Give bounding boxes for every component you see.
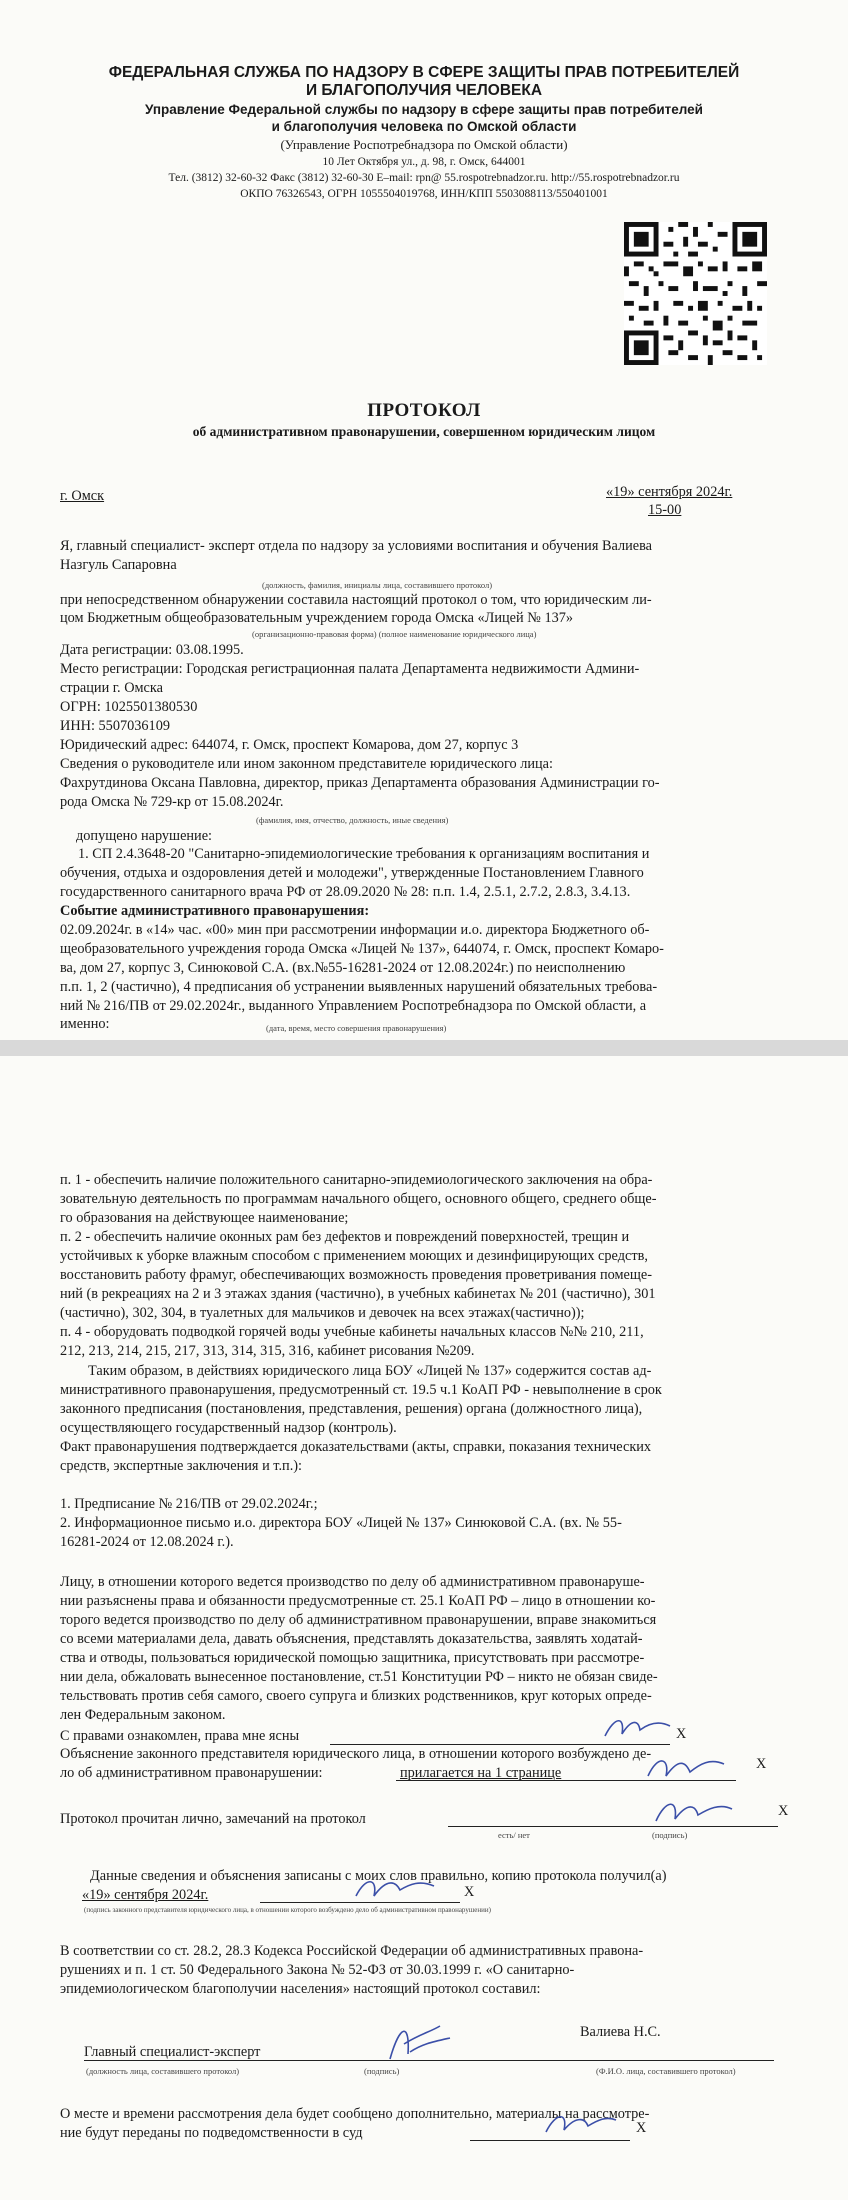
caption: (должность лица, составившего протокол) — [86, 2066, 240, 2076]
text-line: цом Бюджетным общеобразовательным учреждением города Омска «Лицей № 137» — [60, 610, 574, 626]
text-line: Лицу, в отношении которого ведется производство по делу об административном правонаруше- — [60, 1574, 645, 1590]
evidence-item: 16281-2024 от 12.08.2024 г.). — [60, 1534, 234, 1550]
caption: (подпись законного представителя юридического лица, в отношении которого возбуждено дело об административном правонарушении) — [84, 1906, 491, 1914]
text-line: обучения, отдыха и оздоровления детей и молодежи", утвержденные Постановлением Главного — [60, 865, 644, 881]
text-line: министративного правонарушения, предусмотренный ст. 19.5 ч.1 КоАП РФ - невыполнение в срок — [60, 1382, 662, 1398]
text-line: ло об административном правонарушении: — [60, 1765, 323, 1781]
protocol-time: 15-00 — [648, 502, 682, 518]
agency-name-line2: И БЛАГОПОЛУЧИЯ ЧЕЛОВЕКА — [305, 82, 543, 99]
sign-mark: Х — [636, 2120, 647, 2136]
text-line: государственного санитарного врача РФ от 28.09.2020 № 28: п.п. 1.4, 2.5.1, 2.7.2, 2.8.3, 3.4.13. — [60, 884, 631, 900]
document-title: ПРОТОКОЛ — [367, 400, 481, 421]
text-line: Дата регистрации: 03.08.1995. — [60, 642, 244, 658]
evidence-item: 2. Информационное письмо и.о. директора БОУ «Лицей № 137» Синюковой С.А. (вх. № 55- — [60, 1515, 622, 1531]
text-line: ний (в рекреациях на 2 и 3 этажах здания (частично), в учебных кабинетах № 201 (частично), 301 — [60, 1286, 656, 1302]
inspector-position: Главный специалист-эксперт — [84, 2044, 261, 2060]
text-line: (частично), 302, 304, в туалетных для мальчиков и девочек на всех этажах(частично)); — [60, 1305, 585, 1321]
text-line: 02.09.2024г. в «14» час. «00» мин при рассмотрении информации и.о. директора Бюджетного об- — [60, 922, 650, 938]
explanation-attached: прилагается на 1 странице — [400, 1765, 562, 1781]
text-line: Место регистрации: Городская регистрационная палата Департамента недвижимости Админи- — [60, 661, 640, 677]
caption: (Ф.И.О. лица, составившего протокол) — [596, 2066, 736, 2076]
signature-icon — [600, 1706, 680, 1746]
text-line: Сведения о руководителе или ином законном представителе юридического лица: — [60, 756, 553, 772]
sign-mark: Х — [756, 1756, 767, 1772]
text-line: именно: — [60, 1016, 110, 1032]
document-page-2 — [0, 1056, 848, 2200]
sign-mark: Х — [676, 1726, 687, 1742]
text-line: торого ведется производство по делу об административном правонарушении, вправе знакомиться — [60, 1612, 657, 1628]
caption: есть/ нет — [498, 1830, 530, 1840]
agency-address: 10 Лет Октября ул., д. 98, г. Омск, 644001 — [322, 156, 526, 168]
sign-mark: Х — [464, 1884, 475, 1900]
text-line: 212, 213, 214, 215, 217, 313, 314, 315, 316, кабинет рисования №209. — [60, 1343, 475, 1359]
text-line: Фахрутдинова Оксана Павловна, директор, приказ Департамента образования Администрации го- — [60, 775, 660, 791]
text-line: п. 1 - обеспечить наличие положительного санитарно-эпидемиологического заключения на обра- — [60, 1172, 653, 1188]
text-line: Таким образом, в действиях юридического лица БОУ «Лицей № 137» содержится состав ад- — [88, 1363, 652, 1379]
text-line: ний № 216/ПВ от 29.02.2024г., выданного Управлением Роспотребнадзора по Омской области, а — [60, 998, 647, 1014]
text-line: со всеми материалами дела, давать объяснения, представлять доказательства, заявлять ходатай- — [60, 1631, 643, 1647]
text-line: п. 4 - оборудовать подводкой горячей воды учебные кабинеты начальных классов №№ 210, 211, — [60, 1324, 644, 1340]
department-name-line2: и благополучия человека по Омской области — [271, 119, 577, 134]
text-line: ние будут переданы по подведомственности в суд — [60, 2125, 363, 2141]
text-line: го образования на действующее наименование; — [60, 1210, 349, 1226]
section-heading: Событие административного правонарушения: — [60, 903, 370, 919]
text-line: 1. СП 2.4.3648-20 "Санитарно-эпидемиологические требования к организациям воспитания и — [78, 846, 650, 862]
text-line: щеобразовательного учреждения города Омска «Лицей № 137», 644074, г. Омск, проспект Комаро- — [60, 941, 664, 957]
city: г. Омск — [60, 488, 105, 504]
caption: (подпись) — [652, 1830, 688, 1840]
text-line: осуществляющего государственный надзор (контроль). — [60, 1420, 397, 1436]
caption: (фамилия, имя, отчество, должность, иные сведения) — [256, 815, 449, 825]
caption: (подпись) — [364, 2066, 400, 2076]
text-line: Назгуль Сапаровна — [60, 557, 177, 573]
text-line: рода Омска № 729-кр от 15.08.2024г. — [60, 794, 284, 810]
text-line: Данные сведения и объяснения записаны с моих слов правильно, копию протокола получил(а) — [90, 1868, 667, 1884]
text-line: О месте и времени рассмотрения дела будет сообщено дополнительно, материалы на рассмотре- — [60, 2106, 650, 2122]
caption: (организационно-правовая форма) (полное наименование юридического лица) — [252, 629, 537, 639]
text-line: нии дела, обжаловать вынесенное постановление, ст.51 Конституции РФ – никто не обязан свиде- — [60, 1669, 658, 1685]
text-line: зовательную деятельность по программам начального общего, основного общего, среднего обще- — [60, 1191, 657, 1207]
rights-acknowledged: С правами ознакомлен, права мне ясны — [60, 1728, 300, 1744]
text-line: лен Федеральным законом. — [60, 1707, 226, 1723]
sign-mark: Х — [778, 1803, 789, 1819]
text-line: тельствовать против себя самого, своего супруга и близких родственников, круг которых опреде- — [60, 1688, 652, 1704]
text-line: страции г. Омска — [60, 680, 163, 696]
text-line: законного предписания (постановления, представления, решения) органа (должностного лица), — [60, 1401, 643, 1417]
inspector-name: Валиева Н.С. — [580, 2024, 661, 2040]
text-line: допущено нарушение: — [76, 828, 213, 844]
signature-icon — [540, 2102, 620, 2142]
receipt-date: «19» сентября 2024г. — [82, 1887, 209, 1903]
signature-icon — [640, 1746, 730, 1786]
text-line: ва, дом 27, корпус 3, Синюковой С.А. (вх.№55-16281-2024 от 12.08.2024г.) по неисполнению — [60, 960, 626, 976]
agency-name-line1: ФЕДЕРАЛЬНАЯ СЛУЖБА ПО НАДЗОРУ В СФЕРЕ ЗАЩИТЫ ПРАВ ПОТРЕБИТЕЛЕЙ — [108, 64, 740, 81]
text-line: рушениях и п. 1 ст. 50 Федерального Закона № 52-ФЗ от 30.03.1999 г. «О санитарно- — [60, 1962, 575, 1978]
signature-icon — [650, 1789, 740, 1829]
caption: (должность, фамилия, инициалы лица, составившего протокол) — [262, 580, 493, 590]
agency-contacts: Тел. (3812) 32-60-32 Факс (3812) 32-60-30 E–mail: rpn@ 55.rospotrebnadzor.ru. http://55.rospotrebnadzor.ru — [168, 172, 680, 184]
text-line: п.п. 1, 2 (частично), 4 предписания об устранении выявленных нарушений обязательных требова- — [60, 979, 658, 995]
department-name-line3: (Управление Роспотребнадзора по Омской области) — [280, 137, 568, 152]
text-line: п. 2 - обеспечить наличие оконных рам без дефектов и повреждений поверхностей, трещин и — [60, 1229, 630, 1245]
text-line: эпидемиологическом благополучии населения» настоящий протокол составил: — [60, 1981, 541, 1997]
signature-icon — [380, 2014, 460, 2069]
document-page-1 — [0, 0, 848, 1040]
document-subtitle: об административном правонарушении, совершенном юридическим лицом — [192, 424, 656, 439]
text-line: средств, экспертные заключения и т.п.): — [60, 1458, 302, 1474]
qr-code-icon — [624, 222, 767, 365]
text-line: ства и отводы, пользоваться юридической помощью защитника, присутствовать при рассмотре- — [60, 1650, 645, 1666]
text-line: при непосредственном обнаружении составила настоящий протокол о том, что юридическим ли- — [60, 592, 652, 608]
text-line: Протокол прочитан лично, замечаний на протокол — [60, 1811, 366, 1827]
protocol-date: «19» сентября 2024г. — [606, 484, 733, 500]
text-line: Факт правонарушения подтверждается доказательствами (акты, справки, показания технических — [60, 1439, 652, 1455]
text-line: устойчивых к уборке влажным способом с применением моющих и дезинфицирующих средств, — [60, 1248, 648, 1264]
caption: (дата, время, место совершения правонарушения) — [266, 1023, 447, 1033]
text-line: ИНН: 5507036109 — [60, 718, 171, 734]
department-name-line1: Управление Федеральной службы по надзору в сфере защиты прав потребителей — [145, 102, 703, 117]
text-line: ОГРН: 1025501380530 — [60, 699, 198, 715]
text-line: Объяснение законного представителя юридического лица, в отношении которого возбуждено де- — [60, 1746, 652, 1762]
agency-codes: ОКПО 76326543, ОГРН 1055504019768, ИНН/КПП 5503088113/550401001 — [240, 188, 608, 200]
text-line: восстановить работу фрамуг, обеспечивающих возможность проведения проветривания помеще- — [60, 1267, 652, 1283]
evidence-item: 1. Предписание № 216/ПВ от 29.02.2024г.; — [60, 1496, 318, 1512]
text-line: В соответствии со ст. 28.2, 28.3 Кодекса Российской Федерации об административных правона- — [60, 1943, 644, 1959]
text-line: Я, главный специалист- эксперт отдела по надзору за условиями воспитания и обучения Валиева — [60, 538, 653, 554]
text-line: нии разъяснены права и обязанности предусмотренные ст. 25.1 КоАП РФ – лицо в отношении ко- — [60, 1593, 656, 1609]
text-line: Юридический адрес: 644074, г. Омск, проспект Комарова, дом 27, корпус 3 — [60, 737, 519, 753]
signature-icon — [350, 1866, 440, 1906]
